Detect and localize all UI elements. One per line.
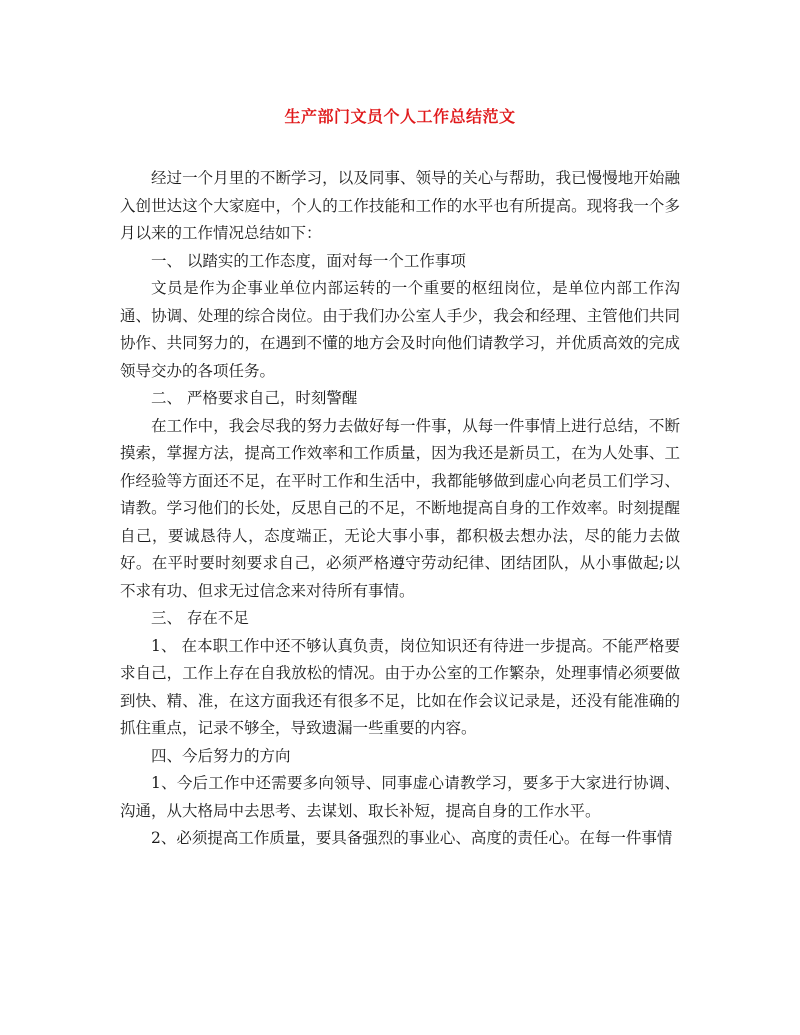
document-title: 生产部门文员个人工作总结范文 [284, 107, 516, 126]
paragraph-section-1: 文员是作为企事业单位内部运转的一个重要的枢纽岗位，是单位内部工作沟通、协调、处理的综合岗位。由于我们办公室人手少，我会和经理、主管他们共同协作、共同努力的，在遇到不懂的地方会及时向他们请教学习，并优质高效的完成领导交办的各项任务。 [120, 279, 680, 380]
section-heading-2: 二、 严格要求自己，时刻警醒 [151, 389, 358, 407]
document-body [120, 165, 680, 853]
section-heading-4: 四、今后努力的方向 [151, 746, 291, 765]
paragraph-section-4-item-1: 1、今后工作中还需要多向领导、同事虚心请教学习，要多于大家进行协调、沟通，从大格局中去思考、去谋划、取长补短，提高自身的工作水平。 [120, 774, 680, 820]
section-heading-1: 一、 以踏实的工作态度，面对每一个工作事项 [151, 251, 466, 270]
paragraph-intro: 经过一个月里的不断学习，以及同事、领导的关心与帮助，我已慢慢地开始融入创世达这个大家庭中，个人的工作技能和工作的水平也有所提高。现将我一个多月以来的工作情况总结如下： [120, 169, 680, 242]
section-heading-3: 三、 存在不足 [151, 609, 249, 627]
document-page [120, 0, 680, 1035]
paragraph-section-2: 在工作中，我会尽我的努力去做好每一件事，从每一件事情上进行总结，不断摸索，掌握方法，提高工作效率和工作质量，因为我还是新员工，在为人处事、工作经验等方面还不足，在平时工作和生活中，我都能够做到虚心向老员工们学习、请教。学习他们的长处，反思自己的不足，不断地提高自身的工作效率。时刻提醒自己，要诚恳待人，态度端正，无论大事小事，都积极去想办法，尽的能力去做好。在平时要时刻要求自己，必须严格遵守劳动纪律、团结团队，从小事做起;以不求有功、但求无过信念来对待所有事情。 [120, 416, 680, 600]
paragraph-section-4-item-2: 2、必须提高工作质量，要具备强烈的事业心、高度的责任心。在每一件事情 [151, 829, 673, 847]
paragraph-section-3-item-1: 1、 在本职工作中还不够认真负责，岗位知识还有待进一步提高。不能严格要求自己，工作上存在自我放松的情况。由于办公室的工作繁杂，处理事情必须要做到快、精、准，在这方面我还有很多不足，比如在作会议记录是，还没有能准确的抓住重点，记录不够全，导致遗漏一些重要的内容。 [120, 636, 680, 737]
